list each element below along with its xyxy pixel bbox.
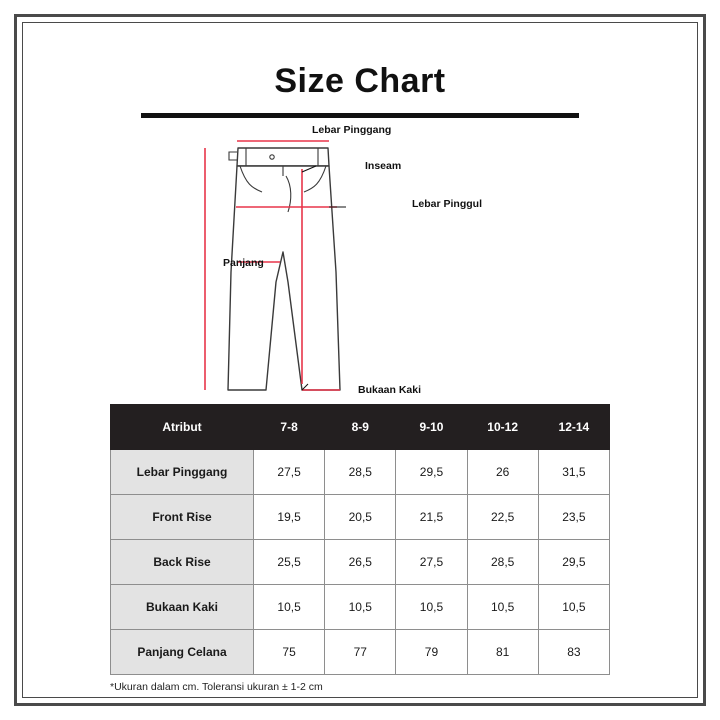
pants-diagram xyxy=(40,122,680,398)
size-table-body xyxy=(111,450,610,675)
row-attribute: Back Rise xyxy=(111,540,254,585)
table-row xyxy=(111,450,610,495)
table-header-row xyxy=(111,405,610,450)
label-waist: Lebar Pinggang xyxy=(312,124,392,136)
size-table-head xyxy=(111,405,610,450)
table-row xyxy=(111,540,610,585)
cell-value: 29,5 xyxy=(538,540,609,585)
table-header-size-3: 9-10 xyxy=(396,405,467,450)
cell-value: 28,5 xyxy=(467,540,538,585)
label-length: Panjang xyxy=(223,257,264,269)
table-header-size-5: 12-14 xyxy=(538,405,609,450)
cell-value: 29,5 xyxy=(396,450,467,495)
cell-value: 20,5 xyxy=(325,495,396,540)
label-leg-opening: Bukaan Kaki xyxy=(358,384,422,396)
table-header-size-4: 10-12 xyxy=(467,405,538,450)
cell-value: 31,5 xyxy=(538,450,609,495)
table-header-attribute: Atribut xyxy=(111,405,254,450)
cell-value: 81 xyxy=(467,630,538,675)
cell-value: 25,5 xyxy=(254,540,325,585)
page-title: Size Chart xyxy=(274,62,446,100)
cell-value: 10,5 xyxy=(538,585,609,630)
cell-value: 19,5 xyxy=(254,495,325,540)
table-header-size-2: 8-9 xyxy=(325,405,396,450)
row-attribute: Panjang Celana xyxy=(111,630,254,675)
cell-value: 28,5 xyxy=(325,450,396,495)
cell-value: 23,5 xyxy=(538,495,609,540)
cell-value: 79 xyxy=(396,630,467,675)
cell-value: 10,5 xyxy=(325,585,396,630)
row-attribute: Bukaan Kaki xyxy=(111,585,254,630)
cell-value: 10,5 xyxy=(467,585,538,630)
cell-value: 21,5 xyxy=(396,495,467,540)
cell-value: 75 xyxy=(254,630,325,675)
cell-value: 27,5 xyxy=(254,450,325,495)
cell-value: 26,5 xyxy=(325,540,396,585)
cell-value: 10,5 xyxy=(254,585,325,630)
cell-value: 27,5 xyxy=(396,540,467,585)
content-area xyxy=(40,40,680,693)
label-inseam: Inseam xyxy=(365,160,402,172)
label-hip: Lebar Pinggul xyxy=(412,198,483,210)
pants-illustration-svg xyxy=(40,122,680,398)
size-table xyxy=(110,404,610,675)
row-attribute: Lebar Pinggang xyxy=(111,450,254,495)
table-row xyxy=(111,495,610,540)
cell-value: 83 xyxy=(538,630,609,675)
measurement-note: *Ukuran dalam cm. Toleransi ukuran ± 1-2 cm xyxy=(110,681,323,693)
cell-value: 22,5 xyxy=(467,495,538,540)
cell-value: 10,5 xyxy=(396,585,467,630)
table-row xyxy=(111,585,610,630)
title-underline xyxy=(141,113,579,118)
row-attribute: Front Rise xyxy=(111,495,254,540)
cell-value: 77 xyxy=(325,630,396,675)
table-header-size-1: 7-8 xyxy=(254,405,325,450)
table-row xyxy=(111,630,610,675)
cell-value: 26 xyxy=(467,450,538,495)
